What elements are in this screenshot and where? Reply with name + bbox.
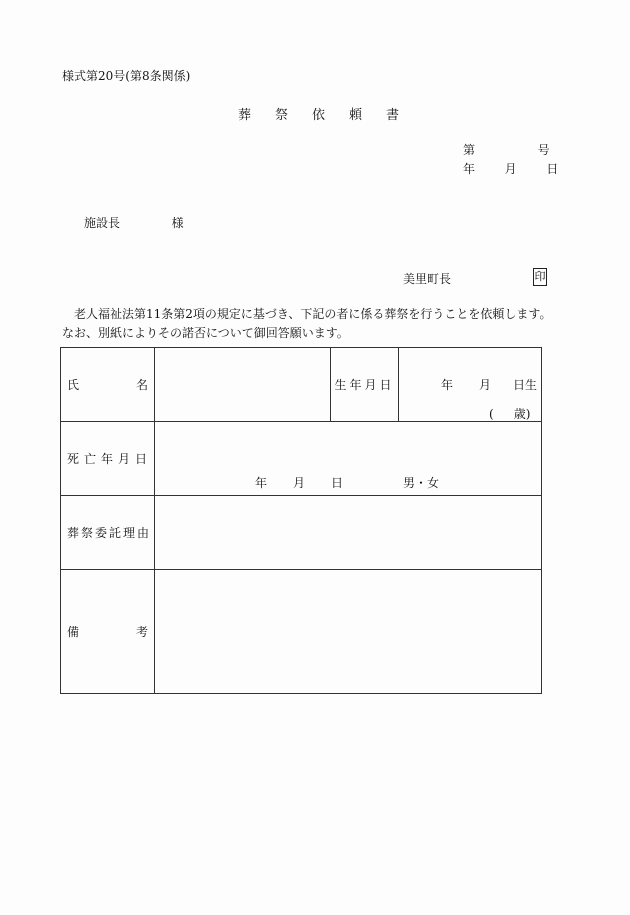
birth-label-cell: [331, 348, 399, 422]
issue-date-day: 日: [546, 162, 559, 176]
reason-label-cell: [61, 496, 155, 570]
issue-date-month: 月: [504, 162, 517, 176]
death-date-markers: [255, 474, 439, 491]
addressee: [84, 214, 184, 231]
name-label-b: 名: [135, 378, 148, 392]
name-field[interactable]: [155, 348, 331, 422]
death-field[interactable]: [155, 422, 542, 496]
details-table: [60, 347, 542, 694]
age-marker: [489, 405, 530, 422]
name-label-a: 氏: [67, 378, 80, 392]
seal-mark: 印: [533, 268, 547, 286]
death-year: 年: [255, 476, 268, 490]
addressee-honorific: 様: [171, 216, 184, 230]
issue-date-year: 年: [463, 162, 476, 176]
birth-year: 年: [441, 378, 454, 392]
form-number: 様式第20号(第8条関係): [62, 69, 191, 83]
reference-number: [463, 141, 550, 158]
table-row-name: [61, 348, 542, 422]
sender-name: 美里町長: [403, 272, 452, 286]
remarks-label-cell: [61, 570, 155, 694]
issue-date: [463, 160, 558, 177]
request-text-line-2: なお、別紙によりその諾否について御回答願います。: [62, 326, 349, 340]
request-text: [62, 305, 551, 343]
age-open: (: [489, 407, 494, 421]
birth-day: 日生: [513, 378, 538, 392]
document-title: 葬祭依頼書: [238, 108, 424, 123]
table-row-remarks: [61, 570, 542, 694]
reason-label: 葬祭委託理由: [67, 526, 152, 540]
reason-field[interactable]: [155, 496, 542, 570]
request-text-line-1: 老人福祉法第11条第2項の規定に基づき、下記の者に係る葬祭を行うことを依頼します。: [74, 307, 552, 321]
birth-label: 生年月日: [334, 378, 395, 392]
birth-month: 月: [479, 378, 492, 392]
remarks-label-b: 考: [135, 625, 148, 639]
addressee-name: 施設長: [84, 216, 121, 230]
reference-number-suffix: 号: [537, 143, 550, 157]
death-label-cell: [61, 422, 155, 496]
name-label-cell: [61, 348, 155, 422]
death-month: 月: [293, 476, 306, 490]
death-label: 死亡年月日: [67, 452, 153, 466]
birth-date-markers: [441, 376, 537, 393]
table-row-death: [61, 422, 542, 496]
remarks-label-a: 備: [67, 625, 80, 639]
death-day: 日: [331, 476, 344, 490]
reference-number-prefix: 第: [463, 143, 476, 157]
age-unit: 歳): [513, 407, 531, 421]
gender-choice[interactable]: 男・女: [403, 476, 440, 490]
birth-field[interactable]: [399, 348, 542, 422]
remarks-field[interactable]: [155, 570, 542, 694]
table-row-reason: [61, 496, 542, 570]
